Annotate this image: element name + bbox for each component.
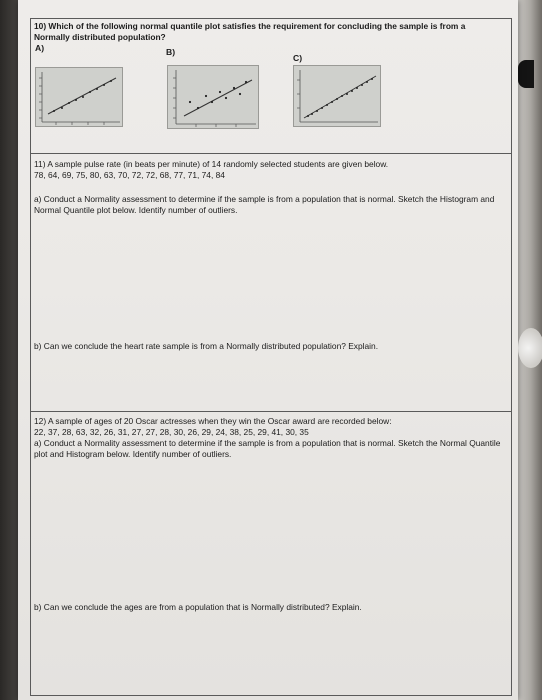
q10-label-b: B) <box>166 47 176 57</box>
binder-clip <box>518 60 534 88</box>
q12-intro: 12) A sample of ages of 20 Oscar actresses when they win the Oscar award are recorded below: <box>34 416 392 426</box>
photo-background-left <box>0 0 20 700</box>
light-glare <box>518 328 542 368</box>
q12-values: 22, 37, 28, 63, 32, 26, 31, 27, 27, 28, 30, 26, 29, 24, 38, 25, 29, 41, 30, 35 <box>34 427 309 437</box>
worksheet-page <box>18 0 518 700</box>
divider-q10-q11 <box>31 153 511 154</box>
q11-part-b: b) Can we conclude the heart rate sample is from a Normally distributed population? Explain. <box>34 341 379 351</box>
quantile-plot-c <box>293 65 381 127</box>
q10-question: 10) Which of the following normal quantile plot satisfies the requirement for concluding the sample is from a Normally distributed population? <box>34 21 466 42</box>
quantile-plot-a <box>35 67 123 127</box>
q11-part-a: a) Conduct a Normality assessment to determine if the sample is from a population that is normal. Sketch the Histogram and Normal Quantile plot below. Identify number of outliers. <box>34 194 495 215</box>
quantile-plot-b <box>167 65 259 129</box>
q11-intro: 11) A sample pulse rate (in beats per minute) of 14 randomly selected students are given below. <box>34 159 389 169</box>
q12-part-b: b) Can we conclude the ages are from a population that is Normally distributed? Explain. <box>34 602 362 612</box>
q10-label-c: C) <box>293 53 303 63</box>
divider-q11-q12 <box>31 411 511 412</box>
q11-values: 78, 64, 69, 75, 80, 63, 70, 72, 72, 68, 77, 71, 74, 84 <box>34 170 225 180</box>
q10-label-a: A) <box>35 43 45 53</box>
question-frame <box>30 18 512 696</box>
q12-part-a: a) Conduct a Normality assessment to determine if the sample is from a population that is normal. Sketch the Normal Quantile plot and Histogram below. Identify number of outliers. <box>34 438 501 459</box>
